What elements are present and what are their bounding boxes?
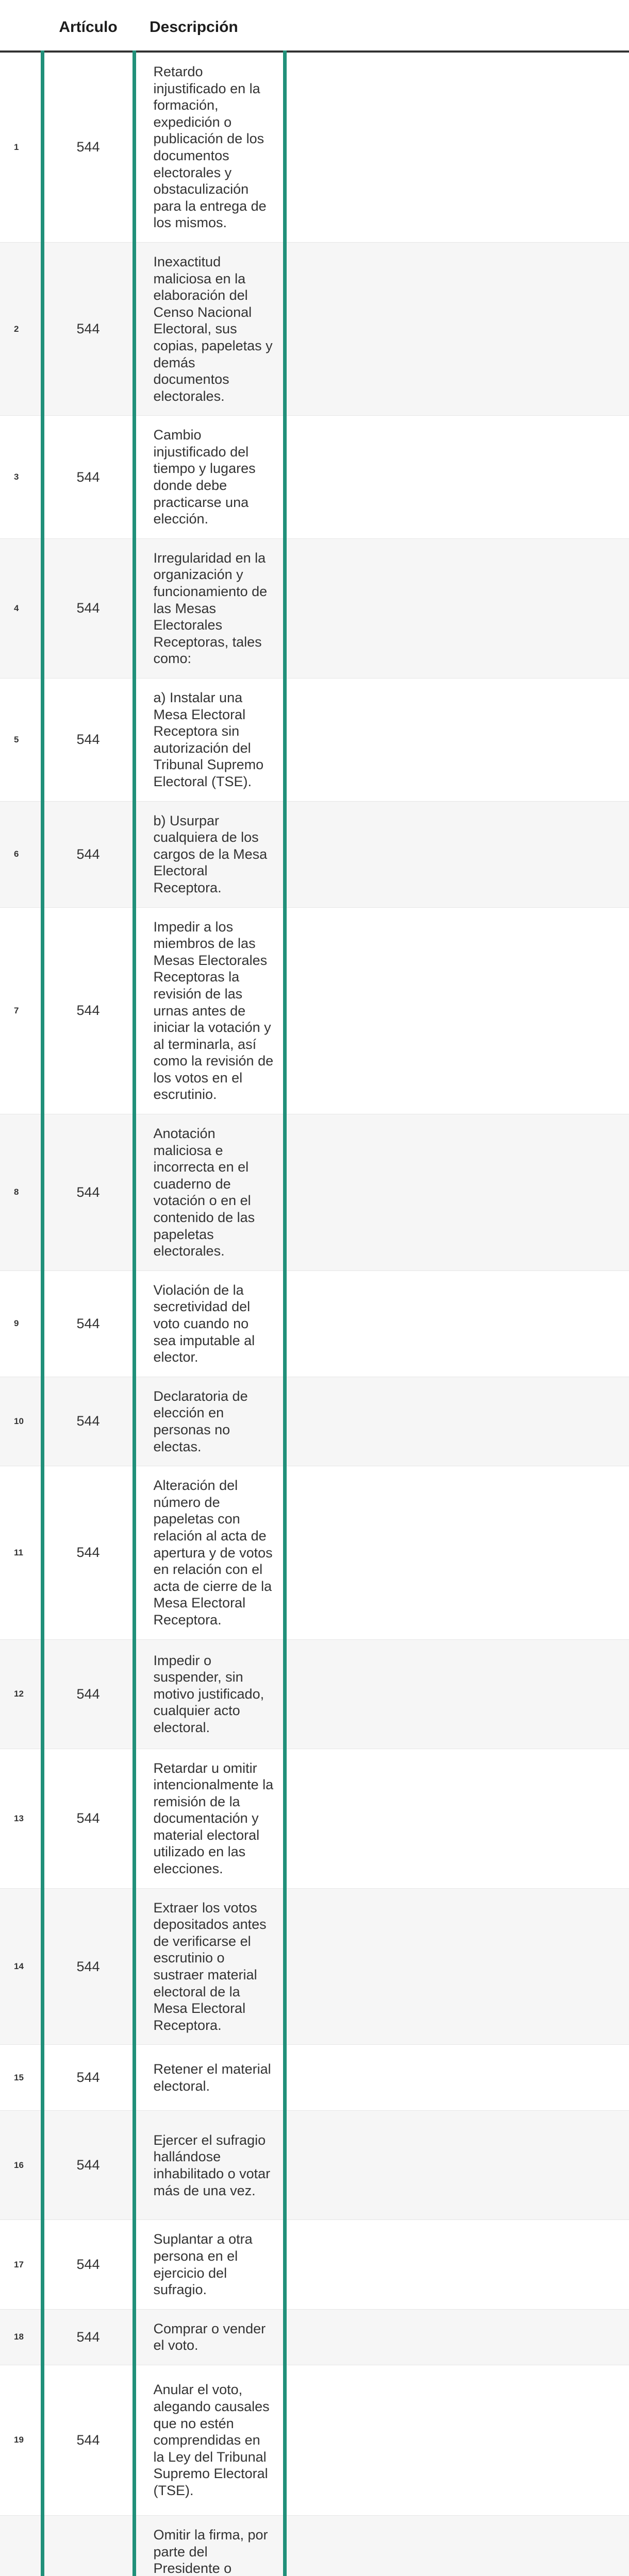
row-number-cell [0, 2515, 42, 2576]
article-cell: 544 [42, 1749, 134, 1888]
description-cell: Impedir a los miembros de las Mesas Electorales Receptoras la revisión de las urnas antes de iniciar la votación y al terminarla, así como la revisión de los votos en el escrutinio. [134, 907, 285, 1114]
table-row [0, 538, 629, 678]
article-cell: 544 [42, 2220, 134, 2309]
article-cell: 544 [42, 1888, 134, 2045]
table-row [0, 416, 629, 539]
article-cell: 544 [42, 1639, 134, 1749]
header-description[interactable]: Descripción [134, 0, 285, 52]
row-number-cell: 9 [0, 1270, 42, 1377]
description-cell: Retardo injustificado en la formación, expedición o publicación de los documentos electorales y obstaculización para la entrega de los mismos. [134, 52, 285, 242]
article-cell: 544 [42, 538, 134, 678]
empty-cell [285, 416, 629, 539]
article-cell: 544 [42, 416, 134, 539]
description-cell: Retener el material electoral. [134, 2045, 285, 2111]
table-row [0, 2111, 629, 2220]
description-cell: Extraer los votos depositados antes de verificarse el escrutinio o sustraer material electoral de la Mesa Electoral Receptora. [134, 1888, 285, 2045]
table-row [0, 2365, 629, 2515]
row-number-cell: 6 [0, 801, 42, 907]
empty-cell [285, 907, 629, 1114]
table-row [0, 1114, 629, 1271]
row-number-cell: 10 [0, 1377, 42, 1466]
article-cell: 544 [42, 2111, 134, 2220]
article-cell: 544 [42, 801, 134, 907]
description-cell: a) Instalar una Mesa Electoral Receptora sin autorización del Tribunal Supremo Electoral (TSE). [134, 679, 285, 802]
description-cell: Impedir o suspender, sin motivo justificado, cualquier acto electoral. [134, 1639, 285, 1749]
empty-cell [285, 538, 629, 678]
article-cell [42, 2515, 134, 2576]
description-cell: Inexactitud maliciosa en la elaboración del Censo Nacional Electoral, sus copias, papeletas y demás documentos electorales. [134, 242, 285, 415]
description-cell: Comprar o vender el voto. [134, 2309, 285, 2365]
empty-cell [285, 2111, 629, 2220]
row-number-cell: 15 [0, 2045, 42, 2111]
empty-cell [285, 1114, 629, 1271]
description-cell: Declaratoria de elección en personas no electas. [134, 1377, 285, 1466]
empty-cell [285, 2515, 629, 2576]
empty-cell [285, 242, 629, 415]
table-header-row [0, 0, 629, 52]
row-number-cell: 14 [0, 1888, 42, 2045]
description-cell: Irregularidad en la organización y funcionamiento de las Mesas Electorales Receptoras, tales como: [134, 538, 285, 678]
article-cell: 544 [42, 907, 134, 1114]
article-cell: 544 [42, 1466, 134, 1639]
table-row [0, 1377, 629, 1466]
article-cell: 544 [42, 2365, 134, 2515]
row-number-cell: 19 [0, 2365, 42, 2515]
article-cell: 544 [42, 1270, 134, 1377]
article-cell: 544 [42, 1114, 134, 1271]
description-cell: Anular el voto, alegando causales que no estén comprendidas en la Ley del Tribunal Supremo Electoral (TSE). [134, 2365, 285, 2515]
description-cell: b) Usurpar cualquiera de los cargos de la Mesa Electoral Receptora. [134, 801, 285, 907]
row-number-cell: 3 [0, 416, 42, 539]
row-number-cell: 4 [0, 538, 42, 678]
table-row [0, 2220, 629, 2309]
table-row [0, 2045, 629, 2111]
description-cell: Anotación maliciosa e incorrecta en el cuaderno de votación o en el contenido de las papeletas electorales. [134, 1114, 285, 1271]
table-row [0, 801, 629, 907]
description-cell: Omitir la firma, por parte del Presidente o [134, 2515, 285, 2576]
empty-cell [285, 2220, 629, 2309]
row-number-cell: 11 [0, 1466, 42, 1639]
article-cell: 544 [42, 2309, 134, 2365]
empty-cell [285, 2365, 629, 2515]
description-cell: Suplantar a otra persona en el ejercicio del sufragio. [134, 2220, 285, 2309]
description-cell: Alteración del número de papeletas con relación al acta de apertura y de votos en relación con el acta de cierre de la Mesa Electoral Receptora. [134, 1466, 285, 1639]
row-number-cell: 1 [0, 52, 42, 242]
table-row [0, 1639, 629, 1749]
article-cell: 544 [42, 242, 134, 415]
empty-cell [285, 679, 629, 802]
table-row [0, 2309, 629, 2365]
article-cell: 544 [42, 2045, 134, 2111]
empty-cell [285, 1377, 629, 1466]
row-number-cell: 13 [0, 1749, 42, 1888]
table-row [0, 52, 629, 242]
empty-cell [285, 801, 629, 907]
table-row [0, 1888, 629, 2045]
empty-cell [285, 1749, 629, 1888]
header-article[interactable]: Artículo [42, 0, 134, 52]
table-body [0, 52, 629, 2576]
row-number-cell: 7 [0, 907, 42, 1114]
empty-cell [285, 1466, 629, 1639]
row-number-cell: 17 [0, 2220, 42, 2309]
empty-cell [285, 1639, 629, 1749]
empty-cell [285, 52, 629, 242]
article-cell: 544 [42, 52, 134, 242]
empty-cell [285, 2045, 629, 2111]
row-number-cell: 12 [0, 1639, 42, 1749]
row-number-cell: 5 [0, 679, 42, 802]
header-number[interactable] [0, 0, 42, 52]
description-cell: Violación de la secretividad del voto cuando no sea imputable al elector. [134, 1270, 285, 1377]
empty-cell [285, 2309, 629, 2365]
header-empty [285, 0, 629, 52]
row-number-cell: 8 [0, 1114, 42, 1271]
empty-cell [285, 1888, 629, 2045]
empty-cell [285, 1270, 629, 1377]
article-cell: 544 [42, 1377, 134, 1466]
table-row [0, 1466, 629, 1639]
description-cell: Retardar u omitir intencionalmente la remisión de la documentación y material electoral utilizado en las elecciones. [134, 1749, 285, 1888]
row-number-cell: 18 [0, 2309, 42, 2365]
table-row [0, 679, 629, 802]
description-cell: Cambio injustificado del tiempo y lugares donde debe practicarse una elección. [134, 416, 285, 539]
table-row [0, 1749, 629, 1888]
table-row [0, 242, 629, 415]
row-number-cell: 16 [0, 2111, 42, 2220]
row-number-cell: 2 [0, 242, 42, 415]
description-cell: Ejercer el sufragio hallándose inhabilitado o votar más de una vez. [134, 2111, 285, 2220]
table-row [0, 1270, 629, 1377]
article-cell: 544 [42, 679, 134, 802]
table-row [0, 2515, 629, 2576]
table-row [0, 907, 629, 1114]
